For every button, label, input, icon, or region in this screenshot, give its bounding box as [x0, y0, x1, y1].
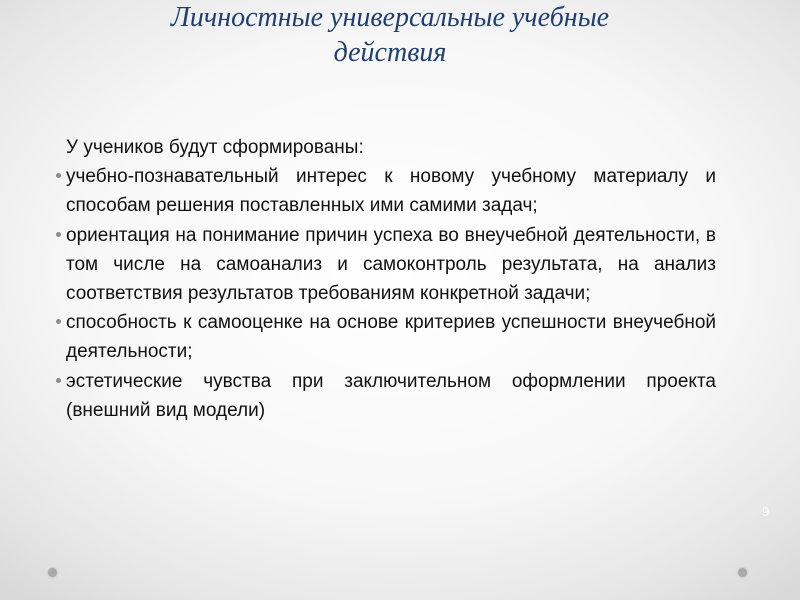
bullet-list	[56, 162, 716, 425]
page-number: 9	[762, 504, 770, 519]
bullet-text: ориентация на понимание причин успеха во внеучебной деятельности, в том числе на самоанализ и самоконтроль результата, на анализ соответствия результатов требованиям конкретной задачи;	[66, 224, 716, 305]
decorative-dot-icon	[48, 568, 57, 577]
slide-title-line-2: действия	[333, 37, 447, 68]
slide-title-line-1: Личностные универсальные учебные	[170, 2, 610, 33]
bullet-item	[56, 162, 716, 220]
bullet-dot-icon	[56, 173, 61, 178]
slide-title	[70, 0, 710, 70]
bullet-text: учебно-познавательный интерес к новому учебному материалу и способам решения поставленных ими самими задач;	[66, 166, 716, 217]
bullet-text: способность к самооценке на основе критериев успешности внеучебной деятельности;	[66, 312, 716, 363]
bullet-dot-icon	[56, 378, 61, 383]
bullet-item	[56, 308, 716, 366]
bullet-item	[56, 221, 716, 309]
intro-text: У учеников будут сформированы:	[66, 137, 364, 158]
bullet-text: эстетические чувства при заключительном оформлении проекта (внешний вид модели)	[66, 370, 716, 421]
slide-body	[56, 133, 716, 425]
bullet-dot-icon	[56, 232, 61, 237]
bullet-dot-icon	[56, 319, 61, 324]
decorative-dot-icon	[738, 568, 747, 577]
bullet-item	[56, 367, 716, 425]
